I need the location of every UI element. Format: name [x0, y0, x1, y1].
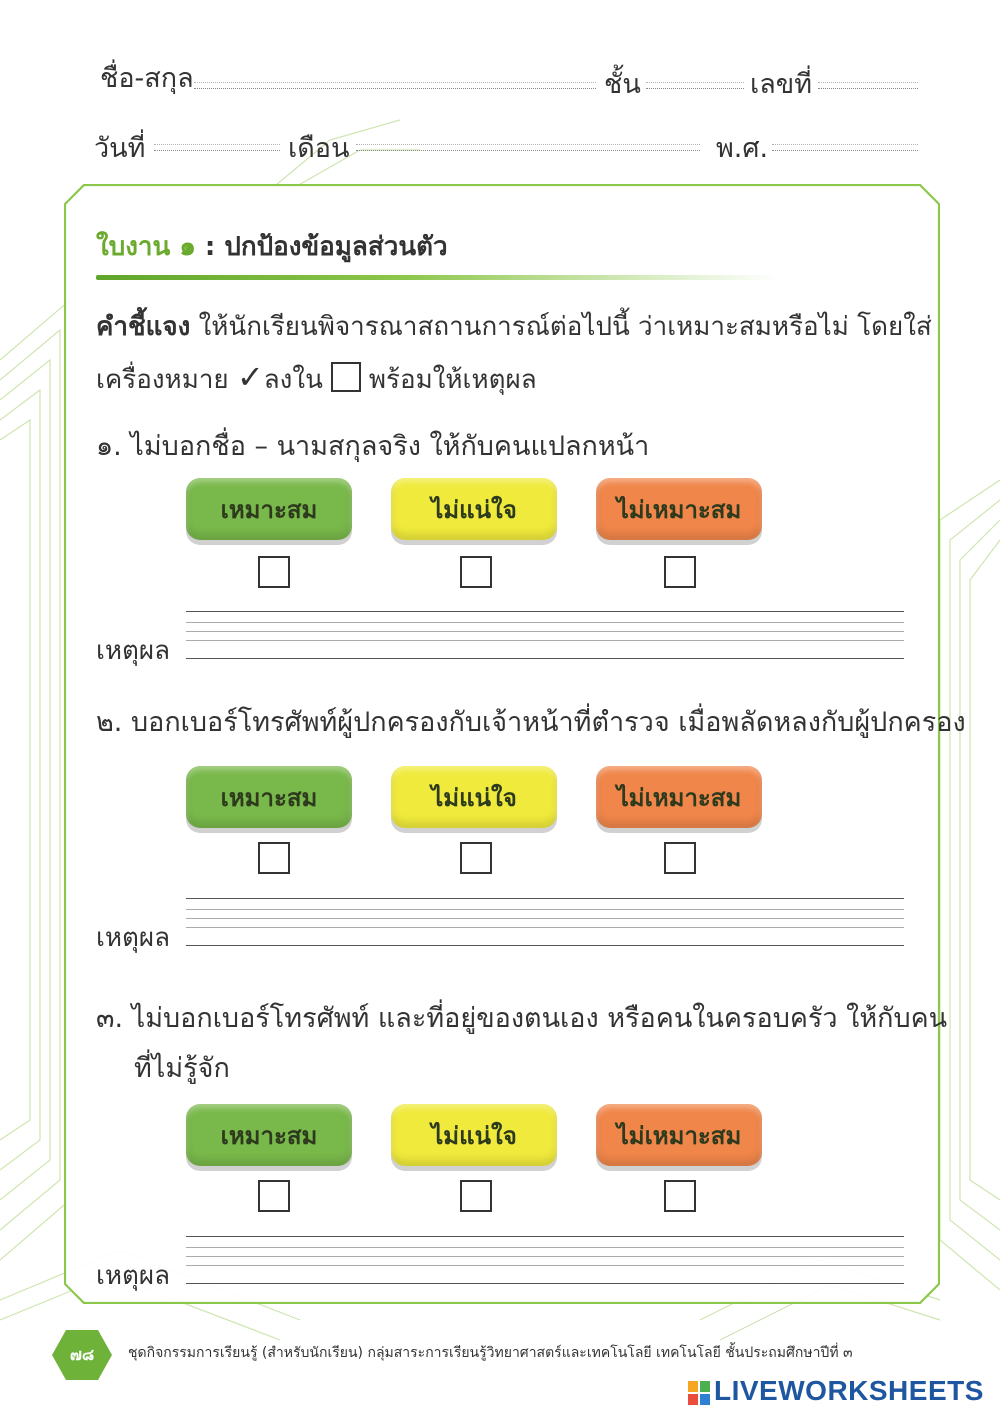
q2-checkbox-suitable[interactable]	[258, 842, 290, 874]
class-label: ชั้น	[604, 69, 641, 100]
q1-reason-guide-1	[186, 622, 904, 623]
number-label: เลขที่	[750, 69, 813, 100]
instructions-line-2	[96, 358, 537, 400]
q2-checkbox-unsuitable[interactable]	[664, 842, 696, 874]
q3-checkbox-suitable[interactable]	[258, 1180, 290, 1212]
q3-reason-line-2[interactable]	[186, 1283, 904, 1284]
instructions-heading: คำชี้แจง	[96, 312, 191, 342]
example-checkbox-icon	[331, 362, 361, 392]
q2-reason-guide-1	[186, 909, 904, 910]
q3-reason-guide-1	[186, 1247, 904, 1248]
class-field[interactable]	[646, 88, 744, 89]
checkmark-icon: ✓	[236, 358, 264, 396]
q1-checkbox-suitable[interactable]	[258, 556, 290, 588]
question-2: ๒. บอกเบอร์โทรศัพท์ผู้ปกครองกับเจ้าหน้าที่ตำรวจ เมื่อพลัดหลงกับผู้ปกครอง	[96, 707, 966, 738]
instructions-text-2b: ลงใน	[263, 365, 323, 395]
q2-reason-line-2[interactable]	[186, 945, 904, 946]
q1-reason-line-1[interactable]	[186, 611, 904, 612]
day-field[interactable]	[154, 150, 280, 151]
instructions-text-2c: พร้อมให้เหตุผล	[368, 365, 537, 395]
q1-reason-guide-2	[186, 631, 904, 632]
worksheet-number: ใบงาน ๑	[96, 232, 196, 262]
year-field[interactable]	[772, 150, 918, 151]
q2-reason-guide-3	[186, 927, 904, 928]
q1-reason-guide-3	[186, 640, 904, 641]
question-3-line-2: ที่ไม่รู้จัก	[134, 1053, 230, 1084]
q1-checkbox-unsure[interactable]	[460, 556, 492, 588]
number-field[interactable]	[818, 88, 918, 89]
q1-reason-label: เหตุผล	[96, 636, 171, 666]
instructions-line-1	[96, 306, 932, 347]
liveworksheets-wordmark: LIVEWORKSHEETS	[714, 1375, 984, 1406]
question-1: ๑. ไม่บอกชื่อ – นามสกุลจริง ให้กับคนแปลกหน้า	[96, 431, 650, 462]
name-field[interactable]	[194, 88, 596, 89]
month-label: เดือน	[288, 133, 350, 164]
year-label: พ.ศ.	[716, 133, 769, 164]
q3-option-unsure: ไม่แน่ใจ	[391, 1104, 557, 1166]
name-label: ชื่อ-สกุล	[100, 63, 194, 94]
q2-reason-guide-2	[186, 918, 904, 919]
worksheet-title	[96, 226, 448, 267]
liveworksheets-brand	[688, 1375, 984, 1407]
q1-checkbox-unsuitable[interactable]	[664, 556, 696, 588]
question-3-line-1: ๓. ไม่บอกเบอร์โทรศัพท์ และที่อยู่ของตนเอง หรือคนในครอบครัว ให้กับคน	[96, 1003, 948, 1034]
q1-option-suitable: เหมาะสม	[186, 478, 352, 540]
q2-option-unsure: ไม่แน่ใจ	[391, 766, 557, 828]
title-underline	[96, 275, 776, 280]
q3-reason-guide-2	[186, 1256, 904, 1257]
q3-checkbox-unsuitable[interactable]	[664, 1180, 696, 1212]
page-number: ๗๘	[69, 1345, 95, 1364]
q3-reason-label: เหตุผล	[96, 1261, 171, 1291]
q2-reason-line-1[interactable]	[186, 898, 904, 899]
liveworksheets-logo-icon	[688, 1381, 710, 1405]
q2-checkbox-unsure[interactable]	[460, 842, 492, 874]
q1-option-unsuitable: ไม่เหมาะสม	[596, 478, 762, 540]
q3-reason-line-1[interactable]	[186, 1236, 904, 1237]
q1-reason-line-2[interactable]	[186, 658, 904, 659]
q2-option-suitable: เหมาะสม	[186, 766, 352, 828]
worksheet-topic: : ปกป้องข้อมูลส่วนตัว	[195, 232, 448, 262]
day-label: วันที่	[94, 133, 146, 164]
month-field[interactable]	[356, 150, 700, 151]
q2-option-unsuitable: ไม่เหมาะสม	[596, 766, 762, 828]
instructions-text-1: ให้นักเรียนพิจารณาสถานการณ์ต่อไปนี้ ว่าเหมาะสมหรือไม่ โดยใส่	[190, 312, 932, 342]
q3-checkbox-unsure[interactable]	[460, 1180, 492, 1212]
q3-option-unsuitable: ไม่เหมาะสม	[596, 1104, 762, 1166]
q2-reason-label: เหตุผล	[96, 923, 171, 953]
q3-reason-guide-3	[186, 1265, 904, 1266]
footer-book-title: ชุดกิจกรรมการเรียนรู้ (สำหรับนักเรียน) กลุ่มสาระการเรียนรู้วิทยาศาสตร์และเทคโนโลยี เทคโนโลยี ชั้นประถมศึกษาปีที่ ๓	[128, 1345, 853, 1361]
q3-option-suitable: เหมาะสม	[186, 1104, 352, 1166]
q1-option-unsure: ไม่แน่ใจ	[391, 478, 557, 540]
instructions-text-2a: เครื่องหมาย	[96, 365, 237, 395]
